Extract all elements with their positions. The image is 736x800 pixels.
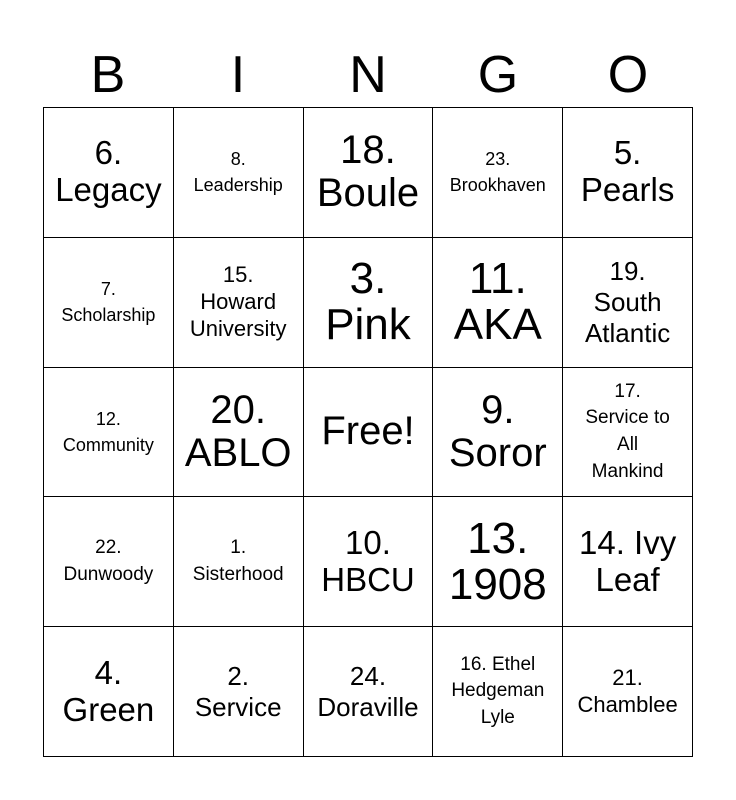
bingo-cell[interactable] — [563, 627, 693, 757]
bingo-cell[interactable] — [174, 368, 304, 498]
cell-text: 18. Boule — [316, 128, 420, 216]
free-space[interactable] — [304, 368, 434, 498]
cell-text: 20. ABLO — [184, 387, 292, 475]
header-letter-o: O — [607, 46, 649, 104]
bingo-cell[interactable] — [433, 238, 563, 368]
bingo-cell[interactable] — [174, 108, 304, 238]
bingo-cell[interactable] — [304, 108, 434, 238]
cell-text: 23. Brookhaven — [449, 149, 546, 196]
bingo-cell[interactable] — [563, 368, 693, 498]
bingo-cell[interactable] — [174, 497, 304, 627]
cell-text: 10. HBCU — [321, 523, 415, 598]
cell-text: 14. Ivy Leaf — [578, 523, 677, 598]
bingo-card-grid — [43, 107, 693, 757]
bingo-cell[interactable] — [433, 368, 563, 498]
cell-text: 12. Community — [62, 408, 154, 455]
cell-text: 4. Green — [62, 653, 155, 728]
bingo-cell[interactable] — [433, 108, 563, 238]
cell-text: 1. Sisterhood — [192, 537, 284, 585]
bingo-cell[interactable] — [174, 627, 304, 757]
bingo-cell[interactable] — [44, 627, 174, 757]
header-letter-n: N — [349, 46, 387, 104]
bingo-cell[interactable] — [304, 627, 434, 757]
bingo-cell[interactable] — [304, 497, 434, 627]
bingo-cell[interactable] — [433, 627, 563, 757]
cell-text: 7. Scholarship — [61, 279, 156, 326]
bingo-cell[interactable] — [44, 108, 174, 238]
cell-text: 11. AKA — [453, 254, 542, 350]
cell-text: Free! — [321, 409, 415, 454]
bingo-header — [43, 44, 693, 106]
cell-text: 13. 1908 — [448, 513, 547, 609]
bingo-cell[interactable] — [44, 238, 174, 368]
bingo-cell[interactable] — [174, 238, 304, 368]
bingo-cell[interactable] — [44, 368, 174, 498]
cell-text: 21. Chamblee — [577, 664, 678, 717]
bingo-cell[interactable] — [44, 497, 174, 627]
bingo-cell[interactable] — [563, 238, 693, 368]
cell-text: 9. Soror — [448, 387, 547, 475]
bingo-cell[interactable] — [563, 108, 693, 238]
bingo-cell[interactable] — [563, 497, 693, 627]
cell-text: 19. South Atlantic — [584, 256, 671, 348]
cell-text: 6. Legacy — [55, 134, 162, 209]
cell-text: 3. Pink — [325, 254, 411, 350]
cell-text: 22. Dunwoody — [63, 537, 154, 585]
cell-text: 8. Leadership — [193, 149, 283, 196]
cell-text: 5. Pearls — [580, 134, 675, 209]
header-letter-g: G — [477, 46, 519, 104]
header-letter-b: B — [90, 46, 126, 104]
cell-text: 16. Ethel Hedgeman Lyle — [451, 653, 545, 728]
cell-text: 24. Doraville — [317, 660, 419, 722]
bingo-cell[interactable] — [304, 238, 434, 368]
bingo-cell[interactable] — [433, 497, 563, 627]
header-letter-i: I — [230, 46, 246, 104]
cell-text: 17. Service to All Mankind — [585, 380, 670, 482]
cell-text: 15. Howard University — [189, 261, 287, 341]
cell-text: 2. Service — [194, 660, 282, 722]
